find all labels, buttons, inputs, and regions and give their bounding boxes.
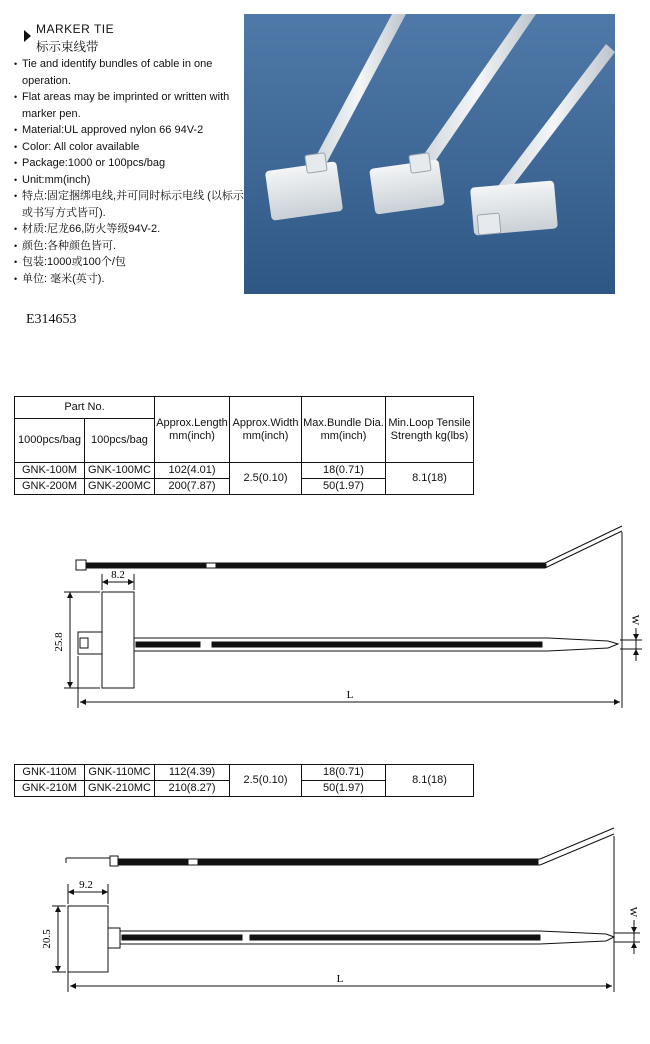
cell-length: 200(7.87) xyxy=(155,479,230,495)
feature-item: • Tie and identify bundles of cable in one operation. xyxy=(14,56,246,89)
triangle-bullet-icon xyxy=(24,30,31,42)
cell-length: 210(8.27) xyxy=(155,781,230,797)
feature-item: • Flat areas may be imprinted or written with marker pen. xyxy=(14,89,246,122)
cell-part-100: GNK-100MC xyxy=(85,463,155,479)
cell-bundle: 50(1.97) xyxy=(302,781,386,797)
cell-tensile: 8.1(18) xyxy=(386,765,474,797)
feature-item: • Material:UL approved nylon 66 94V-2 xyxy=(14,122,246,139)
length-dim: L xyxy=(346,689,354,701)
table-row xyxy=(15,463,474,479)
width-header: Approx.Width mm(inch) xyxy=(230,397,302,463)
width-dim: W xyxy=(627,906,639,918)
cell-part-1000: GNK-210M xyxy=(15,781,85,797)
certification-number: E314653 xyxy=(26,312,77,327)
feature-item: • Color: All color available xyxy=(14,139,246,156)
col-1000-header: 1000pcs/bag xyxy=(15,419,85,463)
tie-drawing-2 xyxy=(0,820,650,1010)
length-header: Approx.Length mm(inch) xyxy=(155,397,230,463)
tie-drawing-1 xyxy=(0,520,650,720)
cell-width: 2.5(0.10) xyxy=(230,765,302,797)
cell-part-100: GNK-110MC xyxy=(85,765,155,781)
head-width-dim: 9.2 xyxy=(79,879,93,891)
cell-bundle: 50(1.97) xyxy=(302,479,386,495)
cell-bundle: 18(0.71) xyxy=(302,765,386,781)
feature-item: • 颜色:各种颜色皆可. xyxy=(14,238,246,255)
head-height-dim: 20.5 xyxy=(41,929,53,949)
cell-bundle: 18(0.71) xyxy=(302,463,386,479)
product-title-en: MARKER TIE xyxy=(36,22,115,36)
col-100-header: 100pcs/bag xyxy=(85,419,155,463)
cell-part-1000: GNK-110M xyxy=(15,765,85,781)
length-dim: L xyxy=(336,973,344,985)
table-row xyxy=(15,765,474,781)
product-title-cn: 标示束线带 xyxy=(36,40,99,54)
cell-length: 112(4.39) xyxy=(155,765,230,781)
feature-item: • Unit:mm(inch) xyxy=(14,172,246,189)
product-photo xyxy=(244,14,615,294)
head-height-dim: 25.8 xyxy=(53,632,65,652)
feature-item: • Package:1000 or 100pcs/bag xyxy=(14,155,246,172)
cell-width: 2.5(0.10) xyxy=(230,463,302,495)
part-no-header: Part No. xyxy=(15,397,155,419)
cell-tensile: 8.1(18) xyxy=(386,463,474,495)
feature-item: • 特点:固定捆绑电线,并可同时标示电线 (以标示或书写方式皆可). xyxy=(14,188,246,221)
cell-part-100: GNK-210MC xyxy=(85,781,155,797)
feature-item: • 材质:尼龙66,防火等级94V-2. xyxy=(14,221,246,238)
feature-item: • 包装:1000或100个/包 xyxy=(14,254,246,271)
feature-item: • 单位: 毫米(英寸). xyxy=(14,271,246,288)
bundle-header: Max.Bundle Dia. mm(inch) xyxy=(302,397,386,463)
marker-tie-photo-illustration xyxy=(244,14,615,294)
tensile-header: Min.Loop Tensile Strength kg(lbs) xyxy=(386,397,474,463)
width-dim: W xyxy=(629,614,641,626)
spec-table-1 xyxy=(14,396,474,495)
spec-table-2 xyxy=(14,764,474,797)
feature-list xyxy=(14,56,246,287)
head-width-dim: 8.2 xyxy=(111,569,125,581)
cell-part-1000: GNK-200M xyxy=(15,479,85,495)
cell-length: 102(4.01) xyxy=(155,463,230,479)
cell-part-1000: GNK-100M xyxy=(15,463,85,479)
cell-part-100: GNK-200MC xyxy=(85,479,155,495)
